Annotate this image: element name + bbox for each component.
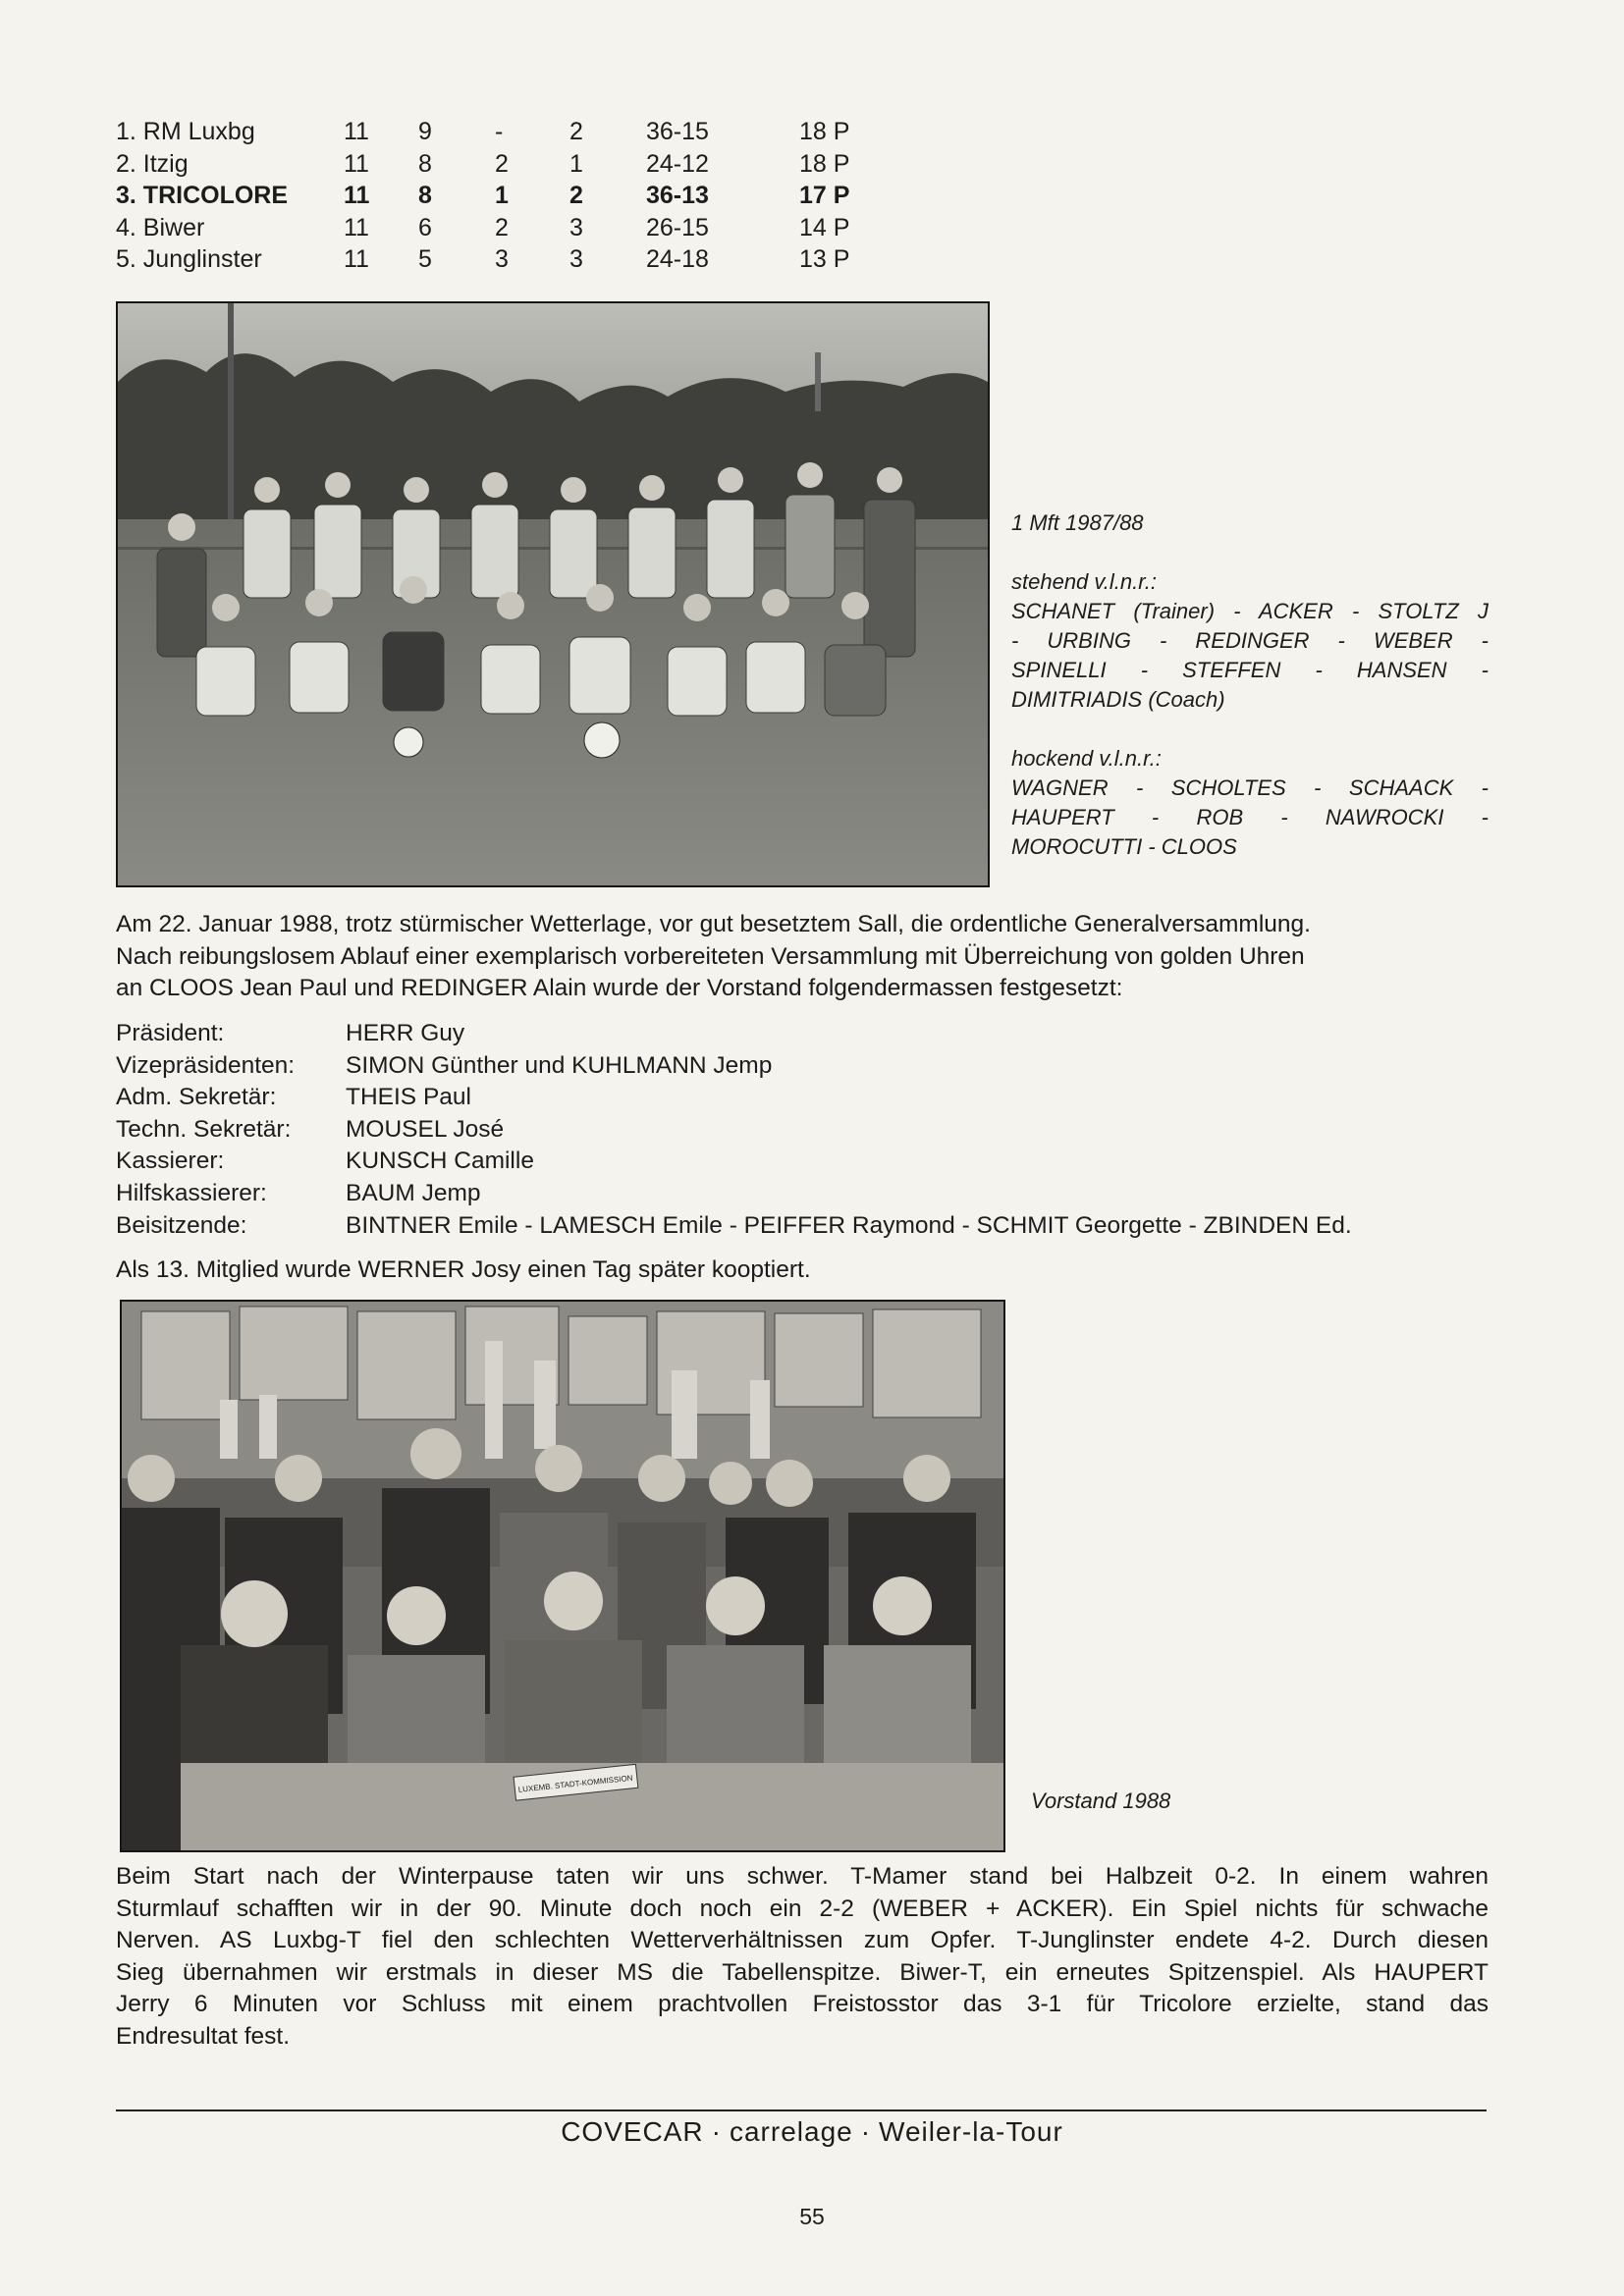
standings-played: 11 <box>344 182 370 209</box>
crouching-line: WAGNER - SCHOLTES - SCHAACK - <box>1011 775 1489 800</box>
standings-won: 8 <box>418 149 432 178</box>
footer-advert <box>0 2116 1624 2148</box>
standings-row <box>116 212 901 244</box>
standings-won: 9 <box>418 118 432 145</box>
standings-drawn: 2 <box>495 149 509 178</box>
board-row <box>116 1210 1510 1243</box>
standings-lost: 2 <box>569 118 583 145</box>
board-member: SIMON Günther und KUHLMANN Jemp <box>346 1051 773 1079</box>
standings-drawn: - <box>495 118 504 145</box>
season-line: Sieg übernahmen wir erstmals in dieser MS die Tabellenspitze. Biwer-T, ein erneutes Spitzenspiel. Als HAUPERT <box>116 1958 1489 1986</box>
board-row <box>116 1146 1510 1178</box>
footer-town: Weiler-la-Tour <box>879 2116 1063 2147</box>
standings-team: 1. RM Luxbg <box>116 118 255 145</box>
standings-goals: 24-12 <box>646 149 709 178</box>
team-photo-illustration <box>118 303 988 885</box>
standings-row <box>116 243 901 276</box>
standings-played: 11 <box>344 245 369 273</box>
standings-lost: 1 <box>569 149 583 178</box>
standings-lost: 3 <box>569 213 583 241</box>
footer-separator: · <box>711 2116 722 2147</box>
board-role: Präsident: <box>116 1020 225 1046</box>
standings-team: 5. Junglinster <box>116 245 262 273</box>
board-member: HERR Guy <box>346 1020 465 1046</box>
team-photo-title: 1 Mft 1987/88 <box>1011 510 1144 535</box>
standings-points: 18 P <box>799 149 850 178</box>
standings-goals: 36-15 <box>646 118 709 145</box>
board-member: BAUM Jemp <box>346 1179 481 1206</box>
standings-row <box>116 180 901 212</box>
board-role: Beisitzende: <box>116 1211 247 1239</box>
standings-played: 11 <box>344 213 369 241</box>
board-row <box>116 1018 1510 1050</box>
standings-points: 13 P <box>799 245 850 273</box>
crouching-heading: hockend v.l.n.r.: <box>1011 746 1162 771</box>
standing-line: - URBING - REDINGER - WEBER - <box>1011 628 1489 653</box>
season-paragraph <box>116 1861 1489 2053</box>
standing-line: SPINELLI - STEFFEN - HANSEN - <box>1011 658 1489 682</box>
page-number: 55 <box>799 2204 825 2229</box>
footer-trade: carrelage <box>729 2116 853 2147</box>
assembly-line: Nach reibungslosem Ablauf einer exemplarisch vorbereiteten Versammlung mit Überreichung von golden Uhren <box>116 942 1305 970</box>
standings-team: 2. Itzig <box>116 149 189 178</box>
standings-drawn: 3 <box>495 245 509 273</box>
coopted-line: Als 13. Mitglied wurde WERNER Josy einen Tag später kooptiert. <box>116 1256 811 1283</box>
crouching-line: HAUPERT - ROB - NAWROCKI - <box>1011 805 1489 829</box>
board-row <box>116 1082 1510 1114</box>
standing-line: SCHANET (Trainer) - ACKER - STOLTZ J <box>1011 599 1489 623</box>
board-role: Vizepräsidenten: <box>116 1051 296 1079</box>
standings-team: 4. Biwer <box>116 213 205 241</box>
board-member: BINTNER Emile - LAMESCH Emile - PEIFFER Raymond - SCHMIT Georgette - ZBINDEN Ed. <box>346 1211 1352 1239</box>
board-role: Kassierer: <box>116 1148 225 1175</box>
team-photo-caption <box>1011 508 1489 862</box>
assembly-line: Am 22. Januar 1988, trotz stürmischer Wetterlage, vor gut besetztem Sall, die ordentliche Generalversammlung. <box>116 911 1311 937</box>
standings-lost: 2 <box>569 182 583 209</box>
standings-drawn: 1 <box>495 182 509 209</box>
standings-lost: 3 <box>569 245 583 273</box>
standings-won: 8 <box>418 182 432 209</box>
board-photo-illustration <box>122 1302 1003 1850</box>
season-line: Beim Start nach der Winterpause taten wir uns schwer. T-Mamer stand bei Halbzeit 0-2. In einem wahren <box>116 1863 1489 1890</box>
board-row <box>116 1114 1510 1147</box>
assembly-line: an CLOOS Jean Paul und REDINGER Alain wurde der Vorstand folgendermassen festgesetzt: <box>116 975 1123 1001</box>
standings-points: 17 P <box>799 182 850 209</box>
board-member: KUNSCH Camille <box>346 1148 534 1175</box>
board-member: MOUSEL José <box>346 1115 505 1143</box>
standings-won: 5 <box>418 245 432 273</box>
standings-points: 14 P <box>799 213 850 241</box>
board-role: Techn. Sekretär: <box>116 1115 292 1143</box>
standings-row <box>116 116 901 148</box>
season-line: Jerry 6 Minuten vor Schluss mit einem prachtvollen Freistosstor das 3-1 für Tricolore erzielte, stand das <box>116 1991 1489 2017</box>
crouching-line: MOROCUTTI - CLOOS <box>1011 834 1237 859</box>
footer-separator: · <box>860 2116 872 2147</box>
board-row <box>116 1050 1510 1083</box>
board-photo-caption: Vorstand 1988 <box>1031 1789 1171 1813</box>
board-role: Adm. Sekretär: <box>116 1084 277 1111</box>
board-row <box>116 1178 1510 1210</box>
season-line: Endresultat fest. <box>116 2022 291 2050</box>
standings-row <box>116 148 901 181</box>
standings-played: 11 <box>344 149 369 178</box>
season-line: Nerven. AS Luxbg-T fiel den schlechten Wetterverhältnissen zum Opfer. T-Junglinster endete 4-2. Durch diesen <box>116 1927 1489 1953</box>
standings-goals: 24-18 <box>646 245 709 273</box>
standings-drawn: 2 <box>495 213 509 241</box>
board-list <box>116 1018 1510 1242</box>
team-photo <box>116 301 990 887</box>
board-photo-sign: LUXEMB. STADT-KOMMISSION <box>517 1773 633 1794</box>
board-photo <box>120 1300 1005 1852</box>
standing-heading: stehend v.l.n.r.: <box>1011 569 1157 594</box>
standings-points: 18 P <box>799 118 850 145</box>
assembly-paragraph <box>116 909 1487 1005</box>
season-line: Sturmlauf schafften wir in der 90. Minute doch noch ein 2-2 (WEBER + ACKER). Ein Spiel nichts für schwache <box>116 1895 1489 1922</box>
footer-divider <box>116 2109 1487 2111</box>
standings-goals: 26-15 <box>646 213 709 241</box>
board-member: THEIS Paul <box>346 1084 471 1111</box>
league-standings-table <box>116 116 901 276</box>
standings-won: 6 <box>418 213 432 241</box>
footer-company: COVECAR <box>561 2116 704 2147</box>
standings-goals: 36-13 <box>646 182 709 209</box>
standings-played: 11 <box>344 118 369 145</box>
standings-team: 3. TRICOLORE <box>116 182 289 209</box>
standing-line: DIMITRIADIS (Coach) <box>1011 687 1225 712</box>
board-role: Hilfskassierer: <box>116 1179 267 1206</box>
